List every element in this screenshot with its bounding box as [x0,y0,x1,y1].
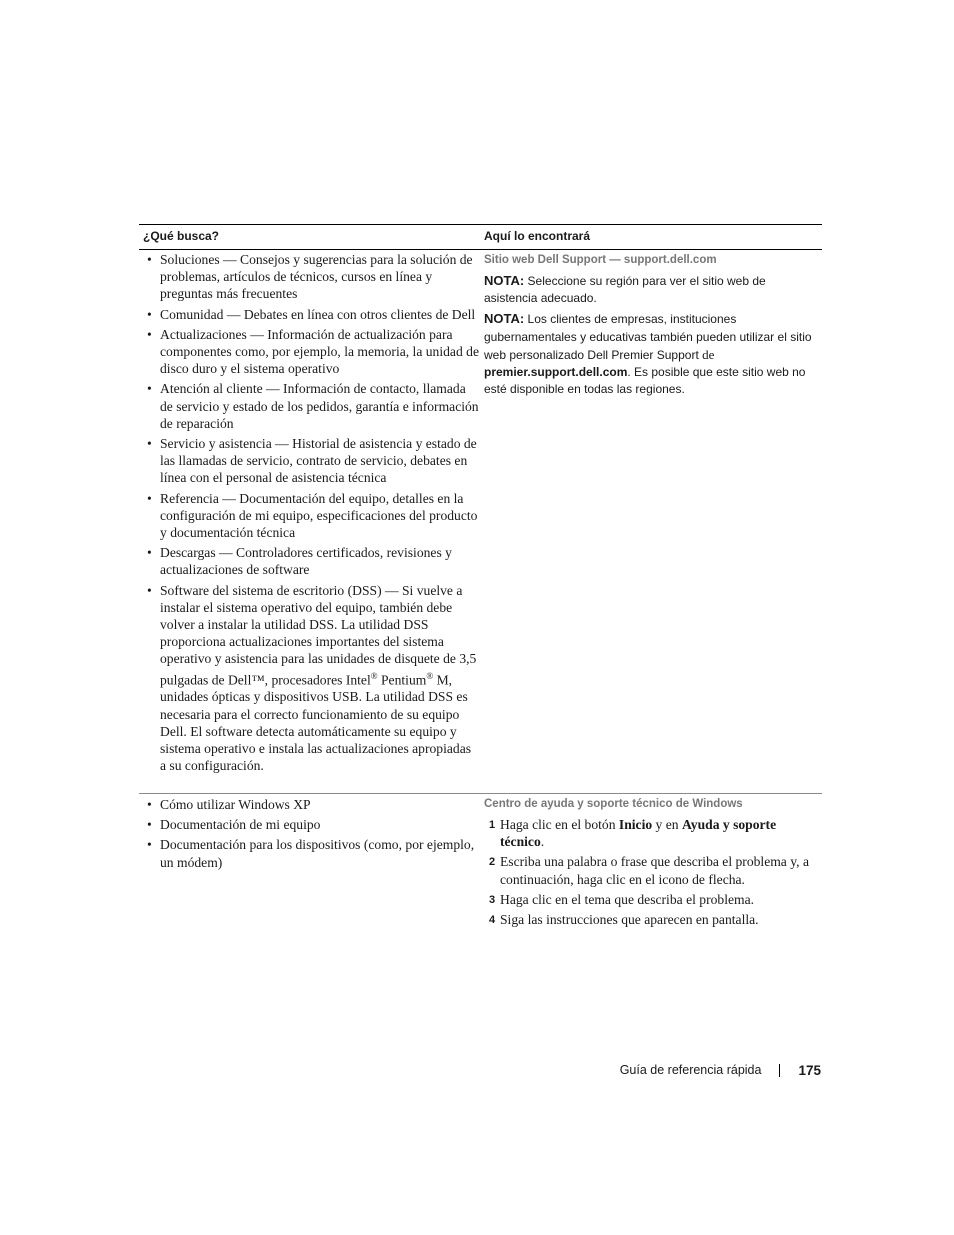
step-item: 4 Siga las instrucciones que aparecen en pantalla. [489,912,759,928]
list-item: • Cómo utilizar Windows XP [147,797,311,812]
header-what: ¿Qué busca? [143,229,220,243]
list-item: • Servicio y asistencia — Historial de asistencia y estado de las llamadas de servicio, contrato de servicio, debates en línea con el personal de asistencia técnica [147,436,477,486]
sources-column [484,796,822,931]
step-item: 1 Haga clic en el botón Inicio y en Ayuda y soporte técnico. [489,817,777,850]
note-label: NOTA: [484,273,525,288]
premier-url: premier.support.dell.com [484,365,628,380]
source-title: Sitio web Dell Support — support.dell.com [484,254,717,266]
note-region: NOTA: Seleccione su región para ver el sitio web de asistencia adecuado. [484,273,766,306]
help-support-ref: Ayuda y soporte técnico [500,817,777,850]
guide-title: Guía de referencia rápida [619,1063,762,1077]
table-row [139,250,822,794]
list-item: • Documentación de mi equipo [147,817,321,833]
help-steps [484,816,822,928]
list-item: • Documentación para los dispositivos (como, por ejemplo, un módem) [147,837,475,870]
list-item: • Soluciones — Consejos y sugerencias para la solución de problemas, artículos de técnicos, cursos en línea y preguntas más frecuentes [147,252,473,302]
page-footer [620,1060,821,1080]
list-item: • Actualizaciones — Información de actualización para componentes como, por ejemplo, la memoria, la unidad de disco duro y el sistema operativo [147,326,479,377]
table-row [139,794,822,954]
list-item: • Comunidad — Debates en línea con otros clientes de Dell [147,306,476,322]
topic-list [143,796,479,871]
list-item: • Referencia — Documentación del equipo, detalles en la configuración de mi equipo, especificaciones del producto y documentación técnica [147,490,478,541]
topics-column [143,796,479,874]
table-header-row [139,224,822,250]
step-item: 2 Escriba una palabra o frase que describa el problema y, a continuación, haga clic en el icono de flecha. [489,854,809,887]
topic-list [143,251,479,774]
topics-column [143,251,479,777]
sources-column [484,252,822,398]
info-table [139,224,822,954]
list-item-dss: • Software del sistema de escritorio (DSS) — Si vuelve a instalar el sistema operativo del equipo, también debe volver a instalar la utilidad DSS. La utilidad DSS proporciona actualizaciones importantes del sistema operativo y asistencia para las unidades de disquete de 3,5 pulgadas de Dell™, procesadores Intel® Pentium® M, unidades ópticas y dispositivos USB. La utilidad DSS es necesaria para el correcto funcionamiento de su equipo Dell. El software detecta automáticamente su equipo y sistema operativo e instala las actualizaciones apropiadas a su configuración. [147,582,477,774]
source-title: Centro de ayuda y soporte técnico de Windows [484,798,743,810]
note-premier: NOTA: Los clientes de empresas, instituciones gubernamentales y educativas también pueden utilizar el sitio web personalizado Dell Premier Support de premier.support.dell.com. Es posible que este sitio web no esté disponible en todas las regiones. [484,311,812,397]
step-item: 3 Haga clic en el tema que describa el problema. [489,891,755,907]
header-where: Aquí lo encontrará [484,229,591,243]
footer-divider [779,1064,780,1077]
start-menu-ref: Inicio [618,817,653,832]
registered-mark: ® [426,670,434,681]
page-number: 175 [798,1062,821,1078]
registered-mark: ® [370,670,378,681]
list-item: • Atención al cliente — Información de contacto, llamada de servicio y estado de los pedidos, garantía e información de reparación [147,381,479,431]
note-label: NOTA: [484,311,525,327]
list-item: • Descargas — Controladores certificados, revisiones y actualizaciones de software [147,545,452,578]
